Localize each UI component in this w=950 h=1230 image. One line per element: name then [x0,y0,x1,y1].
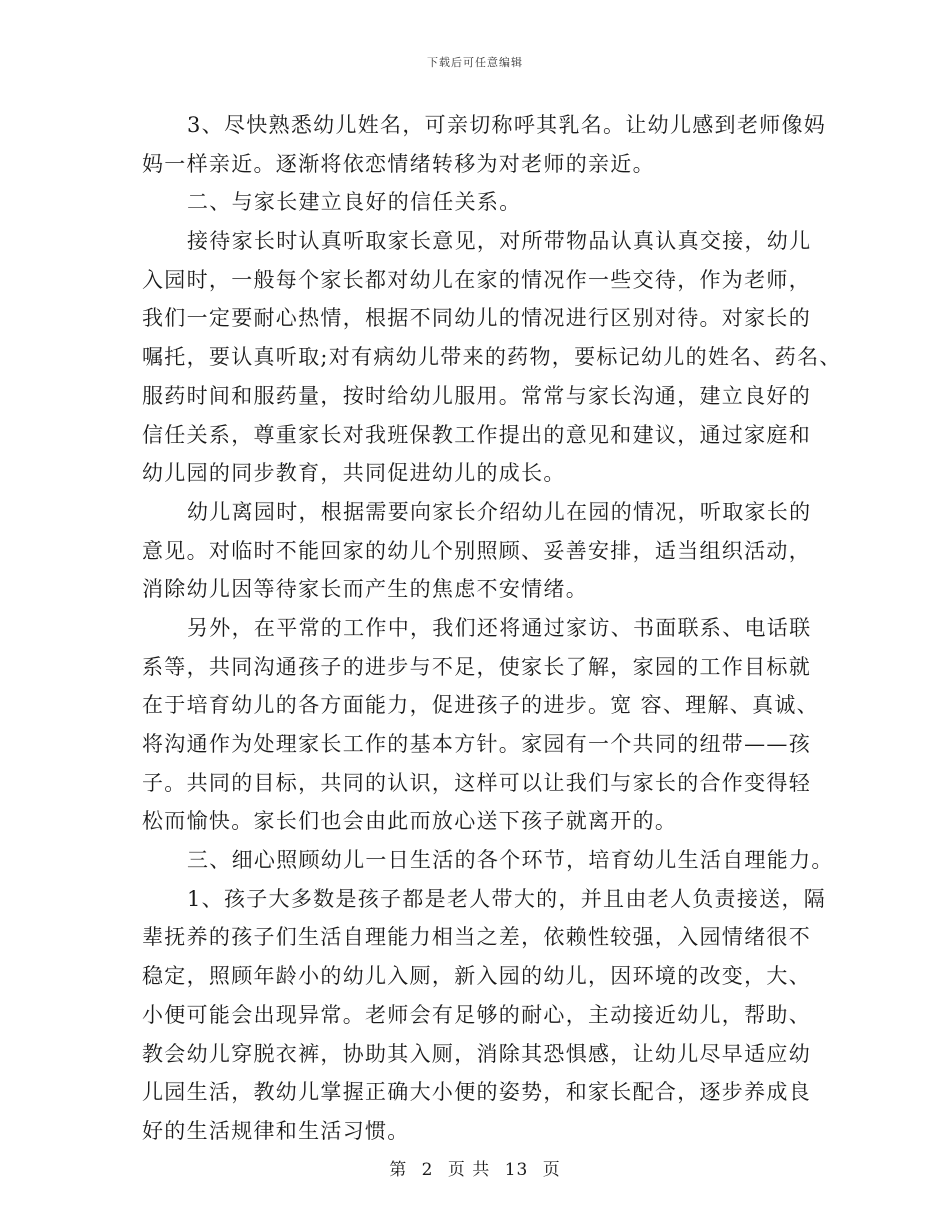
text-line: 消除幼儿因等待家长而产生的焦虑不安情绪。 [142,577,588,602]
text-line: 另外，在平常的工作中，我们还将通过家访、书面联系、电话联 [187,615,812,640]
text-line: 3、尽快熟悉幼儿姓名，可亲切称呼其乳名。让幼儿感到老师像妈 [187,113,827,137]
text-line: 系等，共同沟通孩子的进步与不足，使家长了解，家园的工作目标就 [142,654,811,679]
current-page-number: 2 [421,1160,434,1180]
text-line: 在于培育幼儿的各方面能力，促进孩子的进步。宽 容、理解、真诚、 [142,693,819,718]
text-line: 松而愉快。家长们也会由此而放心送下孩子就离开的。 [142,809,678,834]
text-line: 教会幼儿穿脱衣裤，协助其入厕，消除其恐惧感，让幼儿尽早适应幼 [142,1041,811,1066]
text-line: 儿园生活，教幼儿掌握正确大小便的姿势，和家长配合，逐步养成良 [142,1080,811,1105]
text-line: 我们一定要耐心热情，根据不同幼儿的情况进行区别对待。对家长的 [142,306,811,331]
text-line: 信任关系，尊重家长对我班保教工作提出的意见和建议，通过家庭和 [142,422,811,447]
text-line: 入园时，一般每个家长都对幼儿在家的情况作一些交待，作为老师， [142,267,811,292]
text-line: 好的生活规律和生活习惯。 [142,1118,410,1143]
text-line: 将沟通作为处理家长工作的基本方针。家园有一个共同的纽带——孩 [142,732,811,756]
text-line: 辈抚养的孩子们生活自理能力相当之差，依赖性较强，入园情绪很不 [142,925,811,950]
text-line: 1、孩子大多数是孩子都是老人带大的，并且由老人负责接送，隔 [187,886,827,911]
text-line: 幼儿离园时，根据需要向家长介绍幼儿在园的情况，听取家长的 [187,499,812,524]
page-footer [0,1155,950,1180]
text-line: 子。共同的目标，共同的认识，这样可以让我们与家长的合作变得轻 [142,770,811,795]
total-page-count: 13 [504,1160,529,1180]
text-line: 嘱托，要认真听取;对有病幼儿带来的药物，要标记幼儿的姓名、药名、 [142,345,842,370]
text-line: 意见。对临时不能回家的幼儿个别照顾、妥善安排，适当组织活动， [142,538,811,563]
text-line: 幼儿园的同步教育，共同促进幼儿的成长。 [142,461,566,486]
text-line: 妈一样亲近。逐渐将依恋情绪转移为对老师的亲近。 [142,151,655,176]
document-body [142,106,842,1151]
footer-suffix: 页 [542,1160,561,1180]
page-header: 下载后可任意编辑 [427,56,523,69]
text-line: 接待家长时认真听取家长意见，对所带物品认真认真交接，幼儿 [187,229,812,254]
text-line: 服药时间和服药量，按时给幼儿服用。常常与家长沟通，建立良好的 [142,383,811,408]
text-line: 稳定，照顾年龄小的幼儿入厕，新入园的幼儿，因环境的改变，大、 [142,964,811,989]
footer-prefix: 第 [389,1160,408,1180]
footer-middle: 页 共 [447,1160,491,1180]
text-line: 三、细心照顾幼儿一日生活的各个环节，培育幼儿生活自理能力。 [187,848,834,873]
text-line: 小便可能会出现异常。老师会有足够的耐心，主动接近幼儿，帮助、 [142,1002,811,1027]
text-line: 二、与家长建立良好的信任关系。 [187,190,522,215]
